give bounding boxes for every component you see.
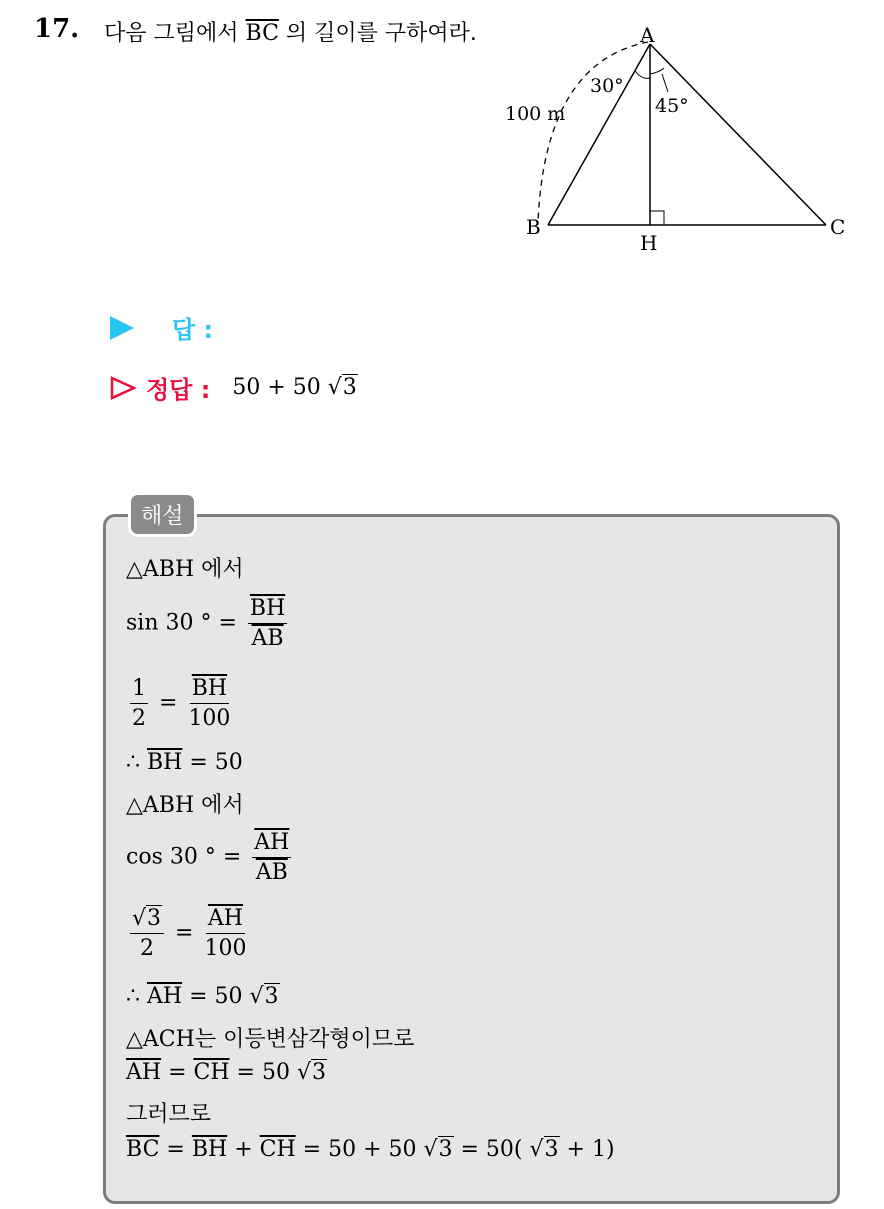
- radicand: 3: [438, 1137, 453, 1162]
- fraction-numerator: $\overline{BH}$: [190, 676, 229, 704]
- solution-tag: 해설: [128, 492, 197, 537]
- vertex-b-label: B: [526, 215, 541, 239]
- radicand: 3: [311, 1060, 326, 1085]
- equals-sign: =: [159, 690, 178, 716]
- equals-sign: =: [175, 920, 194, 946]
- question-text-before: 다음 그림에서: [104, 21, 246, 46]
- fraction-ah-ab: [252, 830, 291, 885]
- fraction-denominator: AB: [255, 860, 288, 885]
- solution-line-5: [126, 788, 244, 819]
- vertex-h-label: H: [640, 231, 658, 255]
- isosceles-text: 는 이등변삼각형이므로: [194, 1027, 415, 1052]
- therefore-symbol: ∴: [126, 984, 147, 1009]
- fraction-sqrt3-2: [130, 906, 164, 961]
- therefore-text: 그러므로: [126, 1102, 212, 1127]
- play-arrow-icon: [110, 316, 134, 340]
- solution-line-8: ∴ $\overline{AH} = 50$ √3: [126, 984, 279, 1009]
- segment-bc: $\overline{BC}$: [245, 21, 279, 46]
- vertex-a-label: A: [640, 23, 655, 47]
- fraction-numerator: $\overline{BH}$: [248, 596, 287, 624]
- correct-answer-radicand: 3: [342, 375, 357, 400]
- fraction-ah-100: [204, 906, 246, 961]
- solution-line-10: $\overline{AH} = \overline{CH} = 50$ √3: [126, 1060, 326, 1085]
- angle-arrow: [662, 74, 668, 92]
- solution-line-9: [126, 1022, 414, 1053]
- solution-line-3: [126, 676, 234, 731]
- segment-bh: $\overline{BH}$: [191, 1137, 228, 1162]
- solution-line-11: [126, 1097, 211, 1128]
- fraction-denominator: 2: [132, 706, 146, 731]
- triangle-ach: △ACH: [126, 1027, 195, 1052]
- correct-answer-prefix: 50 + 50: [232, 375, 328, 400]
- fraction-numerator: 1: [130, 676, 148, 704]
- value-tail: + 1): [559, 1137, 615, 1162]
- question-number: 17.: [34, 14, 80, 44]
- fraction-1-2: [130, 676, 148, 731]
- angle-30-label: 30°: [590, 75, 624, 97]
- correct-answer-value: 50 + 50 √3: [232, 375, 357, 400]
- radicand: 3: [544, 1137, 559, 1162]
- segment-ch: $\overline{CH}$: [259, 1137, 296, 1162]
- fraction-numerator: √3: [130, 906, 164, 934]
- solution-line-6: [126, 830, 295, 885]
- fraction-denominator: 100: [204, 936, 247, 961]
- fraction-bh-ab: [248, 596, 287, 651]
- therefore-symbol: ∴: [126, 750, 147, 775]
- segment-ch: $\overline{CH}$: [193, 1060, 230, 1085]
- plus-sign: +: [227, 1137, 260, 1162]
- value-sum: = 50 + 50: [295, 1137, 424, 1162]
- value-prefix: = 50: [229, 1060, 297, 1085]
- side-ab: [548, 44, 650, 225]
- text-in: 에서: [201, 557, 244, 582]
- segment-bh: $\overline{BH}$: [147, 750, 183, 775]
- segment-bc: $\overline{BC}$: [126, 1137, 160, 1162]
- segment-ah: $\overline{AH}$: [126, 1060, 162, 1085]
- solution-line-1: [126, 552, 244, 583]
- question-text: [104, 14, 484, 54]
- side-length-label: 100 m: [505, 103, 566, 125]
- fraction-denominator: AB: [251, 626, 284, 651]
- triangle-abh: △ABH: [126, 793, 195, 818]
- value-factored: = 50(: [453, 1137, 530, 1162]
- radicand: 3: [147, 906, 162, 931]
- solution-line-4: [126, 750, 243, 775]
- vertex-c-label: C: [830, 215, 846, 239]
- radicand: 3: [264, 984, 279, 1009]
- cos-expression: cos 30 ° =: [126, 844, 242, 870]
- right-angle-mark: [650, 211, 664, 225]
- answer-row: [110, 310, 213, 345]
- radius-arc: [538, 42, 648, 222]
- triangle-figure: [500, 22, 860, 262]
- value-50: = 50: [182, 750, 243, 775]
- equals-sign: =: [159, 1137, 192, 1162]
- question-text-after: 의 길이를 구하여라.: [278, 21, 477, 46]
- sin-expression: sin 30 ° =: [126, 610, 237, 636]
- text-in: 에서: [201, 793, 244, 818]
- segment-ah: $\overline{AH}$: [147, 984, 183, 1009]
- side-ac: [650, 44, 826, 225]
- fraction-numerator: $\overline{AH}$: [206, 906, 245, 934]
- fraction-denominator: 2: [140, 936, 155, 961]
- outline-arrow-icon: [110, 376, 136, 400]
- equals-sign: =: [161, 1060, 194, 1085]
- correct-answer-label: 정답 :: [146, 376, 211, 404]
- value-prefix: = 50: [182, 984, 250, 1009]
- answer-label: 답 :: [172, 316, 214, 344]
- solution-line-12: $\overline{BC} = \overline{BH} + \overline{CH} = 50 + 50$ √3 = 50( √3 + 1): [126, 1137, 615, 1162]
- angle-45-label: 45°: [655, 95, 689, 117]
- solution-line-7: [126, 906, 250, 961]
- fraction-bh-100: [188, 676, 230, 731]
- fraction-denominator: 100: [188, 706, 231, 731]
- fraction-numerator: $\overline{AH}$: [252, 830, 291, 858]
- triangle-abh: △ABH: [126, 557, 195, 582]
- angle-arc-30: [635, 71, 650, 78]
- solution-line-2: [126, 596, 291, 651]
- angle-arc-45: [650, 68, 664, 74]
- correct-answer-row: [110, 370, 358, 405]
